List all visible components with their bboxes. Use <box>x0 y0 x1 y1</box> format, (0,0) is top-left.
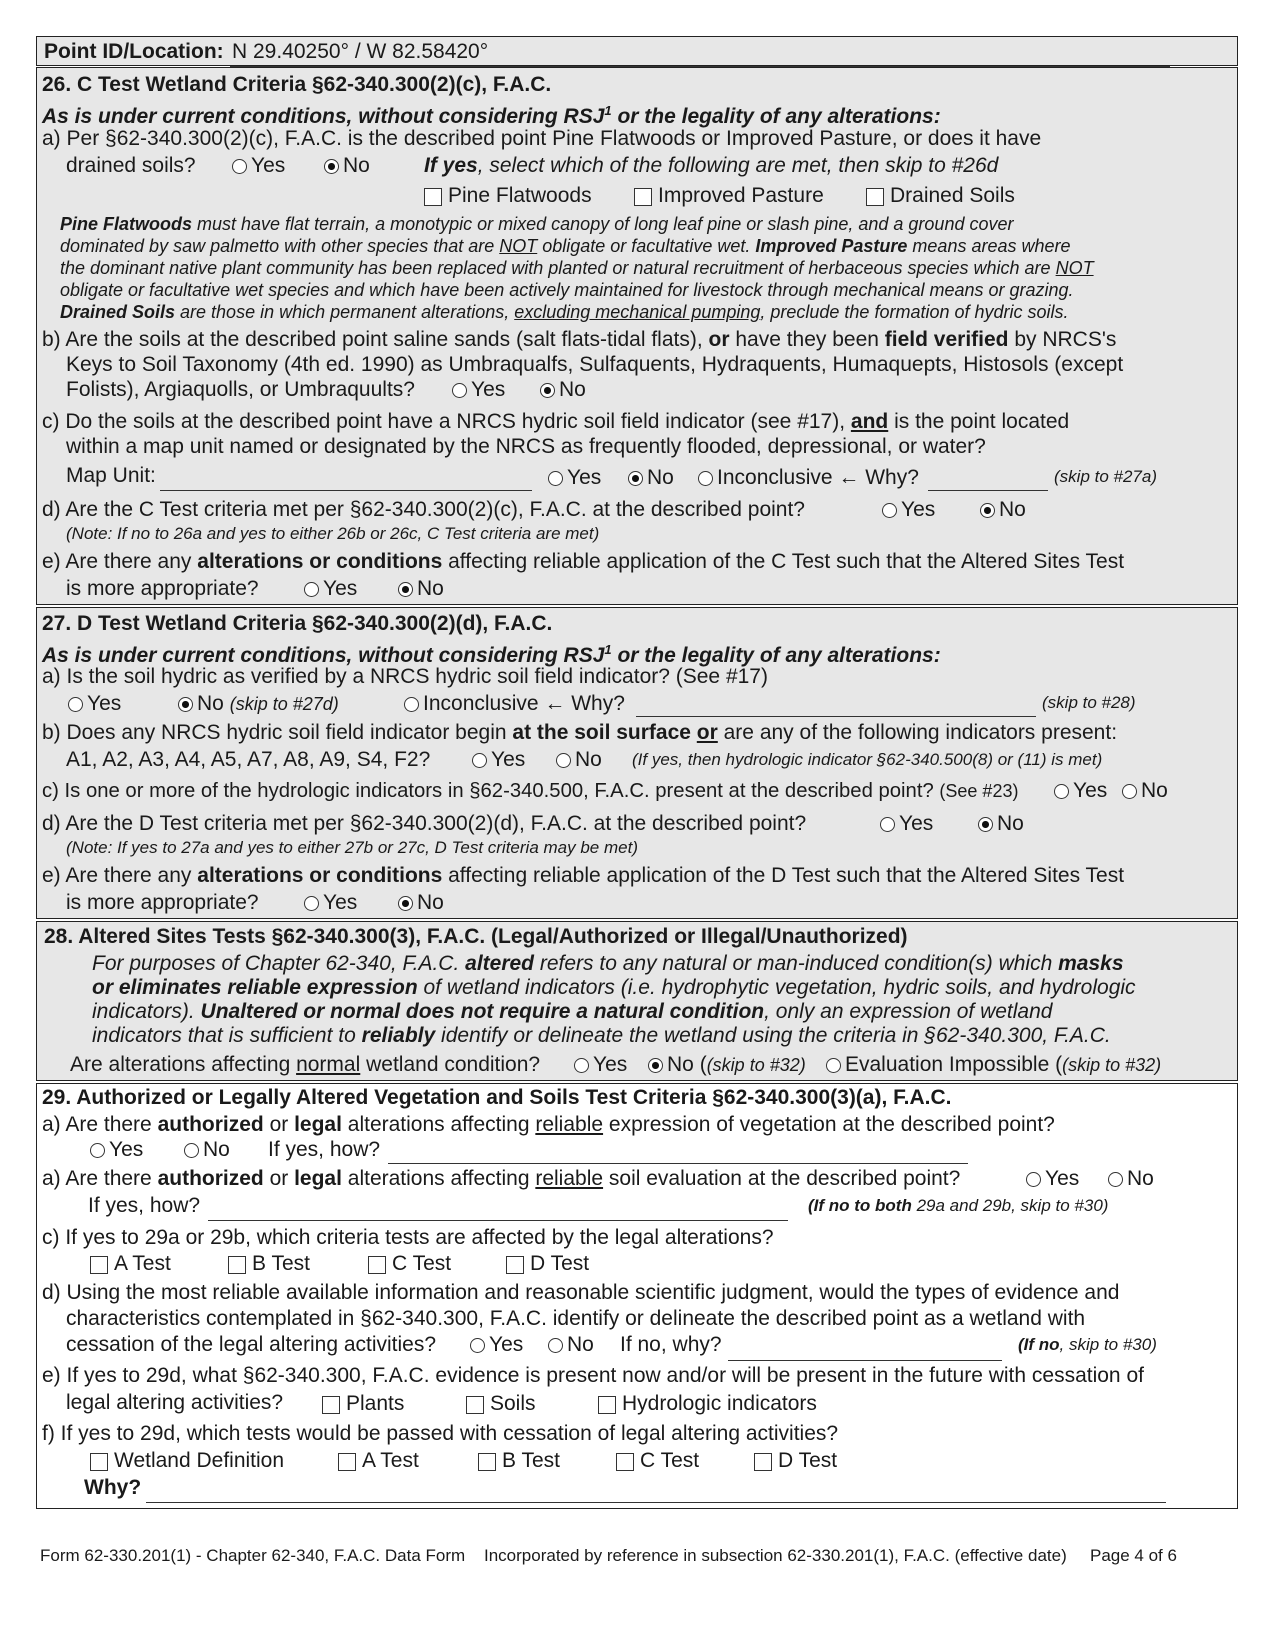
s29d-question-line3: cessation of the legal altering activities? <box>66 1333 437 1356</box>
s26c-skip-note: (skip to #27a) <box>1054 467 1157 486</box>
s27e-question-line1: e) Are there any alterations or conditions affecting reliable application of the D Test such that the Altered Sites Test <box>42 864 1125 887</box>
s29a-question: a) Are there authorized or legal alterations affecting reliable expression of vegetation at the described point? <box>42 1113 1055 1136</box>
checkbox-icon <box>90 1256 108 1274</box>
s26b-question-line1: b) Are the soils at the described point saline sands (salt flats-tidal flats), or have they been field verified by NRCS's <box>42 328 1117 351</box>
s26a-no-radio[interactable]: No <box>324 153 370 179</box>
s29a-how-field[interactable] <box>388 1163 968 1164</box>
s29f-wetland-definition-checkbox[interactable]: Wetland Definition <box>90 1448 284 1474</box>
s26d-question: d) Are the C Test criteria met per §62-340.300(2)(c), F.A.C. at the described point? <box>42 498 805 521</box>
s29b-no-radio[interactable]: No <box>1108 1166 1154 1192</box>
s29f-why-label: Why? <box>84 1476 142 1499</box>
s29d-skip-note: (If no, skip to #30) <box>1018 1335 1157 1354</box>
s27b-note: (If yes, then hydrologic indicator §62-340.500(8) or (11) is met) <box>632 750 1103 769</box>
s29b-skip-note: (If no to both 29a and 29b, skip to #30) <box>808 1196 1109 1215</box>
radio-icon <box>470 1338 485 1353</box>
s26d-yes-radio[interactable]: Yes <box>882 497 935 523</box>
s26a-question-line1: a) Per §62-340.300(2)(c), F.A.C. is the described point Pine Flatwoods or Improved Pasture, or does it have <box>42 127 1042 150</box>
s29d-question-line2: characteristics contemplated in §62-340.300, F.A.C. identify or delineate the described point as a wetland with <box>66 1307 1086 1330</box>
radio-icon <box>1108 1172 1123 1187</box>
s27e-question-line2: is more appropriate? <box>66 891 259 914</box>
s27-subtitle: As is under current conditions, without considering RSJ$^1$ or the legality of any alterations: <box>42 642 941 667</box>
s29c-question: c) If yes to 29a or 29b, which criteria tests are affected by the legal alterations? <box>42 1226 774 1249</box>
s26d-no-radio[interactable]: No <box>980 497 1026 523</box>
s28-yes-radio[interactable]: Yes <box>574 1052 627 1078</box>
s29f-a-test-checkbox[interactable]: A Test <box>338 1448 419 1474</box>
s26a-pine-flatwoods-checkbox[interactable]: Pine Flatwoods <box>424 183 592 209</box>
s27a-question: a) Is the soil hydric as verified by a NRCS hydric soil field indicator? (See #17) <box>42 665 768 688</box>
s26c-map-unit-label: Map Unit: <box>66 464 156 487</box>
s28-no-radio[interactable]: No ((skip to #32) <box>648 1052 806 1078</box>
s26e-no-radio[interactable]: No <box>398 576 444 602</box>
s29f-d-test-checkbox[interactable]: D Test <box>754 1448 837 1474</box>
s28-evaluation-impossible-radio[interactable]: Evaluation Impossible ((skip to #32) <box>826 1052 1161 1078</box>
checkbox-icon <box>634 188 652 206</box>
s26c-yes-radio[interactable]: Yes <box>548 465 601 491</box>
s27a-skip-note: (skip to #28) <box>1042 693 1136 712</box>
s29c-b-test-checkbox[interactable]: B Test <box>228 1251 310 1277</box>
s26-title: 26. C Test Wetland Criteria §62-340.300(2)(c), F.A.C. <box>42 73 552 96</box>
s29d-yes-radio[interactable]: Yes <box>470 1332 523 1358</box>
radio-icon <box>452 383 467 398</box>
s27c-question: c) Is one or more of the hydrologic indicators in §62-340.500, F.A.C. present at the described point? (See #23) <box>42 780 1019 802</box>
footer-form-id: Form 62-330.201(1) - Chapter 62-340, F.A.C. Data Form <box>40 1546 466 1565</box>
radio-selected-icon <box>324 159 339 174</box>
s27e-no-radio[interactable]: No <box>398 890 444 916</box>
checkbox-icon <box>90 1453 108 1471</box>
s26a-yes-radio[interactable]: Yes <box>232 153 285 179</box>
s27d-note: (Note: If yes to 27a and yes to either 27b or 27c, D Test criteria may be met) <box>66 838 638 857</box>
s26e-question-line2: is more appropriate? <box>66 577 259 600</box>
radio-icon <box>304 896 319 911</box>
s29e-question-line2: legal altering activities? <box>66 1391 284 1414</box>
s27c-no-radio[interactable]: No <box>1122 778 1168 804</box>
s27b-question-line1: b) Does any NRCS hydric soil field indicator begin at the soil surface or are any of the following indicators present: <box>42 721 1118 744</box>
checkbox-icon <box>506 1256 524 1274</box>
radio-icon <box>1122 784 1137 799</box>
s26b-question-line2: Keys to Soil Taxonomy (4th ed. 1990) as Umbraqualfs, Sulfaquents, Hydraquents, Humaquepts, Histosols (except <box>66 353 1124 376</box>
s26-definition-line2: dominated by saw palmetto with other species that are NOT obligate or facultative wet. Improved Pasture means areas where <box>60 236 1071 256</box>
s29f-question: f) If yes to 29d, which tests would be passed with cessation of legal altering activities? <box>42 1422 839 1445</box>
radio-icon <box>1026 1172 1041 1187</box>
s29e-plants-checkbox[interactable]: Plants <box>322 1391 404 1417</box>
radio-icon <box>232 159 247 174</box>
s29d-why-field[interactable] <box>728 1360 1002 1361</box>
radio-icon <box>404 697 419 712</box>
s26c-map-unit-field[interactable] <box>160 490 532 491</box>
checkbox-icon <box>338 1453 356 1471</box>
checkbox-icon <box>322 1396 340 1414</box>
s29-title: 29. Authorized or Legally Altered Vegetation and Soils Test Criteria §62-340.300(3)(a), F.A.C. <box>42 1086 952 1109</box>
radio-selected-icon <box>398 896 413 911</box>
s26-subtitle: As is under current conditions, without considering RSJ$^1$ or the legality of any alterations: <box>42 103 941 128</box>
point-id-value[interactable]: N 29.40250° / W 82.58420° <box>232 40 489 63</box>
s29e-soils-checkbox[interactable]: Soils <box>466 1391 536 1417</box>
s26c-question-line1: c) Do the soils at the described point have a NRCS hydric soil field indicator (see #17), and is the point located <box>42 410 1070 433</box>
radio-selected-icon <box>648 1058 663 1073</box>
s27b-no-radio[interactable]: No <box>556 747 602 773</box>
s29b-if-yes-label: If yes, how? <box>88 1194 201 1217</box>
s27b-question-line2: A1, A2, A3, A4, A5, A7, A8, A9, S4, F2? <box>66 748 431 771</box>
checkbox-icon <box>424 188 442 206</box>
s29c-c-test-checkbox[interactable]: C Test <box>368 1251 451 1277</box>
s26a-question-line2: drained soils? <box>66 154 196 177</box>
footer-reference: Incorporated by reference in subsection 62-330.201(1), F.A.C. (effective date) <box>484 1546 1067 1565</box>
s26-definition-line4: obligate or facultative wet species and which have been actively maintained for livestock through mechanical means or grazing. <box>60 280 1074 300</box>
point-id-label: Point ID/Location: <box>44 40 224 63</box>
radio-icon <box>90 1143 105 1158</box>
s27d-no-radio[interactable]: No <box>978 811 1024 837</box>
s26b-question-line3: Folists), Argiaquolls, or Umbraquults? <box>66 378 415 401</box>
s27e-yes-radio[interactable]: Yes <box>304 890 357 916</box>
s27-title: 27. D Test Wetland Criteria §62-340.300(2)(d), F.A.C. <box>42 612 553 635</box>
radio-icon <box>68 697 83 712</box>
s28-question: Are alterations affecting normal wetland condition? <box>70 1053 541 1076</box>
s26a-improved-pasture-checkbox[interactable]: Improved Pasture <box>634 183 824 209</box>
s26a-drained-soils-checkbox[interactable]: Drained Soils <box>866 183 1015 209</box>
s26e-yes-radio[interactable]: Yes <box>304 576 357 602</box>
s27d-question: d) Are the D Test criteria met per §62-340.300(2)(d), F.A.C. at the described point? <box>42 812 807 835</box>
radio-icon <box>880 817 895 832</box>
s27a-inconclusive-radio[interactable]: Inconclusive ← Why? <box>404 691 625 717</box>
s29d-if-no-label: If no, why? <box>620 1333 722 1356</box>
s29d-question-line1: d) Using the most reliable available information and reasonable scientific judgment, would the types of evidence and <box>42 1281 1120 1304</box>
radio-selected-icon <box>980 503 995 518</box>
s29e-hydrologic-checkbox[interactable]: Hydrologic indicators <box>598 1391 817 1417</box>
s29b-yes-radio[interactable]: Yes <box>1026 1166 1079 1192</box>
s29f-c-test-checkbox[interactable]: C Test <box>616 1448 699 1474</box>
s29a-if-yes-label: If yes, how? <box>268 1138 381 1161</box>
checkbox-icon <box>368 1256 386 1274</box>
radio-selected-icon <box>540 383 555 398</box>
s28-definition-line2: or eliminates reliable expression of wetland indicators (i.e. hydrophytic vegetation, hydric soils, and hydrologic <box>92 976 1136 999</box>
s26-definition-line1: Pine Flatwoods must have flat terrain, a monotypic or mixed canopy of long leaf pine or slash pine, and a ground cover <box>60 214 1014 234</box>
s26e-question-line1: e) Are there any alterations or conditions affecting reliable application of the C Test such that the Altered Sites Test <box>42 550 1125 573</box>
s28-definition-line1: For purposes of Chapter 62-340, F.A.C. altered refers to any natural or man-induced condition(s) which masks <box>92 952 1124 975</box>
radio-icon <box>556 753 571 768</box>
s28-definition-line3: indicators). Unaltered or normal does not require a natural condition, only an expression of wetland <box>92 1000 1053 1023</box>
s26b-yes-radio[interactable]: Yes <box>452 377 505 403</box>
s29c-a-test-checkbox[interactable]: A Test <box>90 1251 171 1277</box>
s28-title: 28. Altered Sites Tests §62-340.300(3), F.A.C. (Legal/Authorized or Illegal/Unauthorized) <box>44 925 908 948</box>
s27a-yes-radio[interactable]: Yes <box>68 691 121 717</box>
radio-selected-icon <box>398 582 413 597</box>
checkbox-icon <box>866 188 884 206</box>
radio-selected-icon <box>978 817 993 832</box>
radio-icon <box>698 471 713 486</box>
radio-icon <box>548 471 563 486</box>
s26c-inconclusive-radio[interactable]: Inconclusive ← Why? <box>698 465 919 491</box>
s26a-if-yes-note: If yes, select which of the following are met, then skip to #26d <box>424 154 999 177</box>
s29f-b-test-checkbox[interactable]: B Test <box>478 1448 560 1474</box>
radio-icon <box>472 753 487 768</box>
s27a-no-radio[interactable]: No (skip to #27d) <box>178 691 339 717</box>
s29b-question: a) Are there authorized or legal alterations affecting reliable soil evaluation at the described point? <box>42 1167 961 1190</box>
checkbox-icon <box>228 1256 246 1274</box>
s28-definition-line4: indicators that is sufficient to reliably identify or delineate the wetland using the criteria in §62-340.300, F.A.C. <box>92 1024 1111 1047</box>
s26c-question-line2: within a map unit named or designated by the NRCS as frequently flooded, depressional, or water? <box>66 435 986 458</box>
s29a-no-radio[interactable]: No <box>184 1137 230 1163</box>
radio-icon <box>882 503 897 518</box>
s29a-yes-radio[interactable]: Yes <box>90 1137 143 1163</box>
s26-definition-line5: Drained Soils are those in which permanent alterations, excluding mechanical pumping, preclude the formation of hydric soils. <box>60 302 1069 322</box>
checkbox-icon <box>466 1396 484 1414</box>
s26c-no-radio[interactable]: No <box>628 465 674 491</box>
s26-definition-line3: the dominant native plant community has been replaced with planted or natural recruitment of herbaceous species which are NOT <box>60 258 1094 278</box>
s29b-how-field[interactable] <box>208 1220 788 1221</box>
s26b-no-radio[interactable]: No <box>540 377 586 403</box>
radio-icon <box>574 1058 589 1073</box>
s26c-why-field[interactable] <box>928 490 1048 491</box>
s29c-d-test-checkbox[interactable]: D Test <box>506 1251 589 1277</box>
checkbox-icon <box>598 1396 616 1414</box>
s27a-why-field[interactable] <box>636 716 1036 717</box>
checkbox-icon <box>478 1453 496 1471</box>
radio-icon <box>184 1143 199 1158</box>
checkbox-icon <box>754 1453 772 1471</box>
s27b-yes-radio[interactable]: Yes <box>472 747 525 773</box>
radio-icon <box>304 582 319 597</box>
radio-icon <box>826 1058 841 1073</box>
radio-selected-icon <box>178 697 193 712</box>
radio-selected-icon <box>628 471 643 486</box>
s29f-why-field[interactable] <box>146 1502 1166 1503</box>
s29e-question-line1: e) If yes to 29d, what §62-340.300, F.A.C. evidence is present now and/or will be present in the future with cessation of <box>42 1364 1144 1387</box>
s27c-yes-radio[interactable]: Yes <box>1054 778 1107 804</box>
footer-page-number: Page 4 of 6 <box>1090 1546 1177 1565</box>
radio-icon <box>1054 784 1069 799</box>
checkbox-icon <box>616 1453 634 1471</box>
radio-icon <box>548 1338 563 1353</box>
s27d-yes-radio[interactable]: Yes <box>880 811 933 837</box>
s29d-no-radio[interactable]: No <box>548 1332 594 1358</box>
s26d-note: (Note: If no to 26a and yes to either 26b or 26c, C Test criteria are met) <box>66 524 600 543</box>
